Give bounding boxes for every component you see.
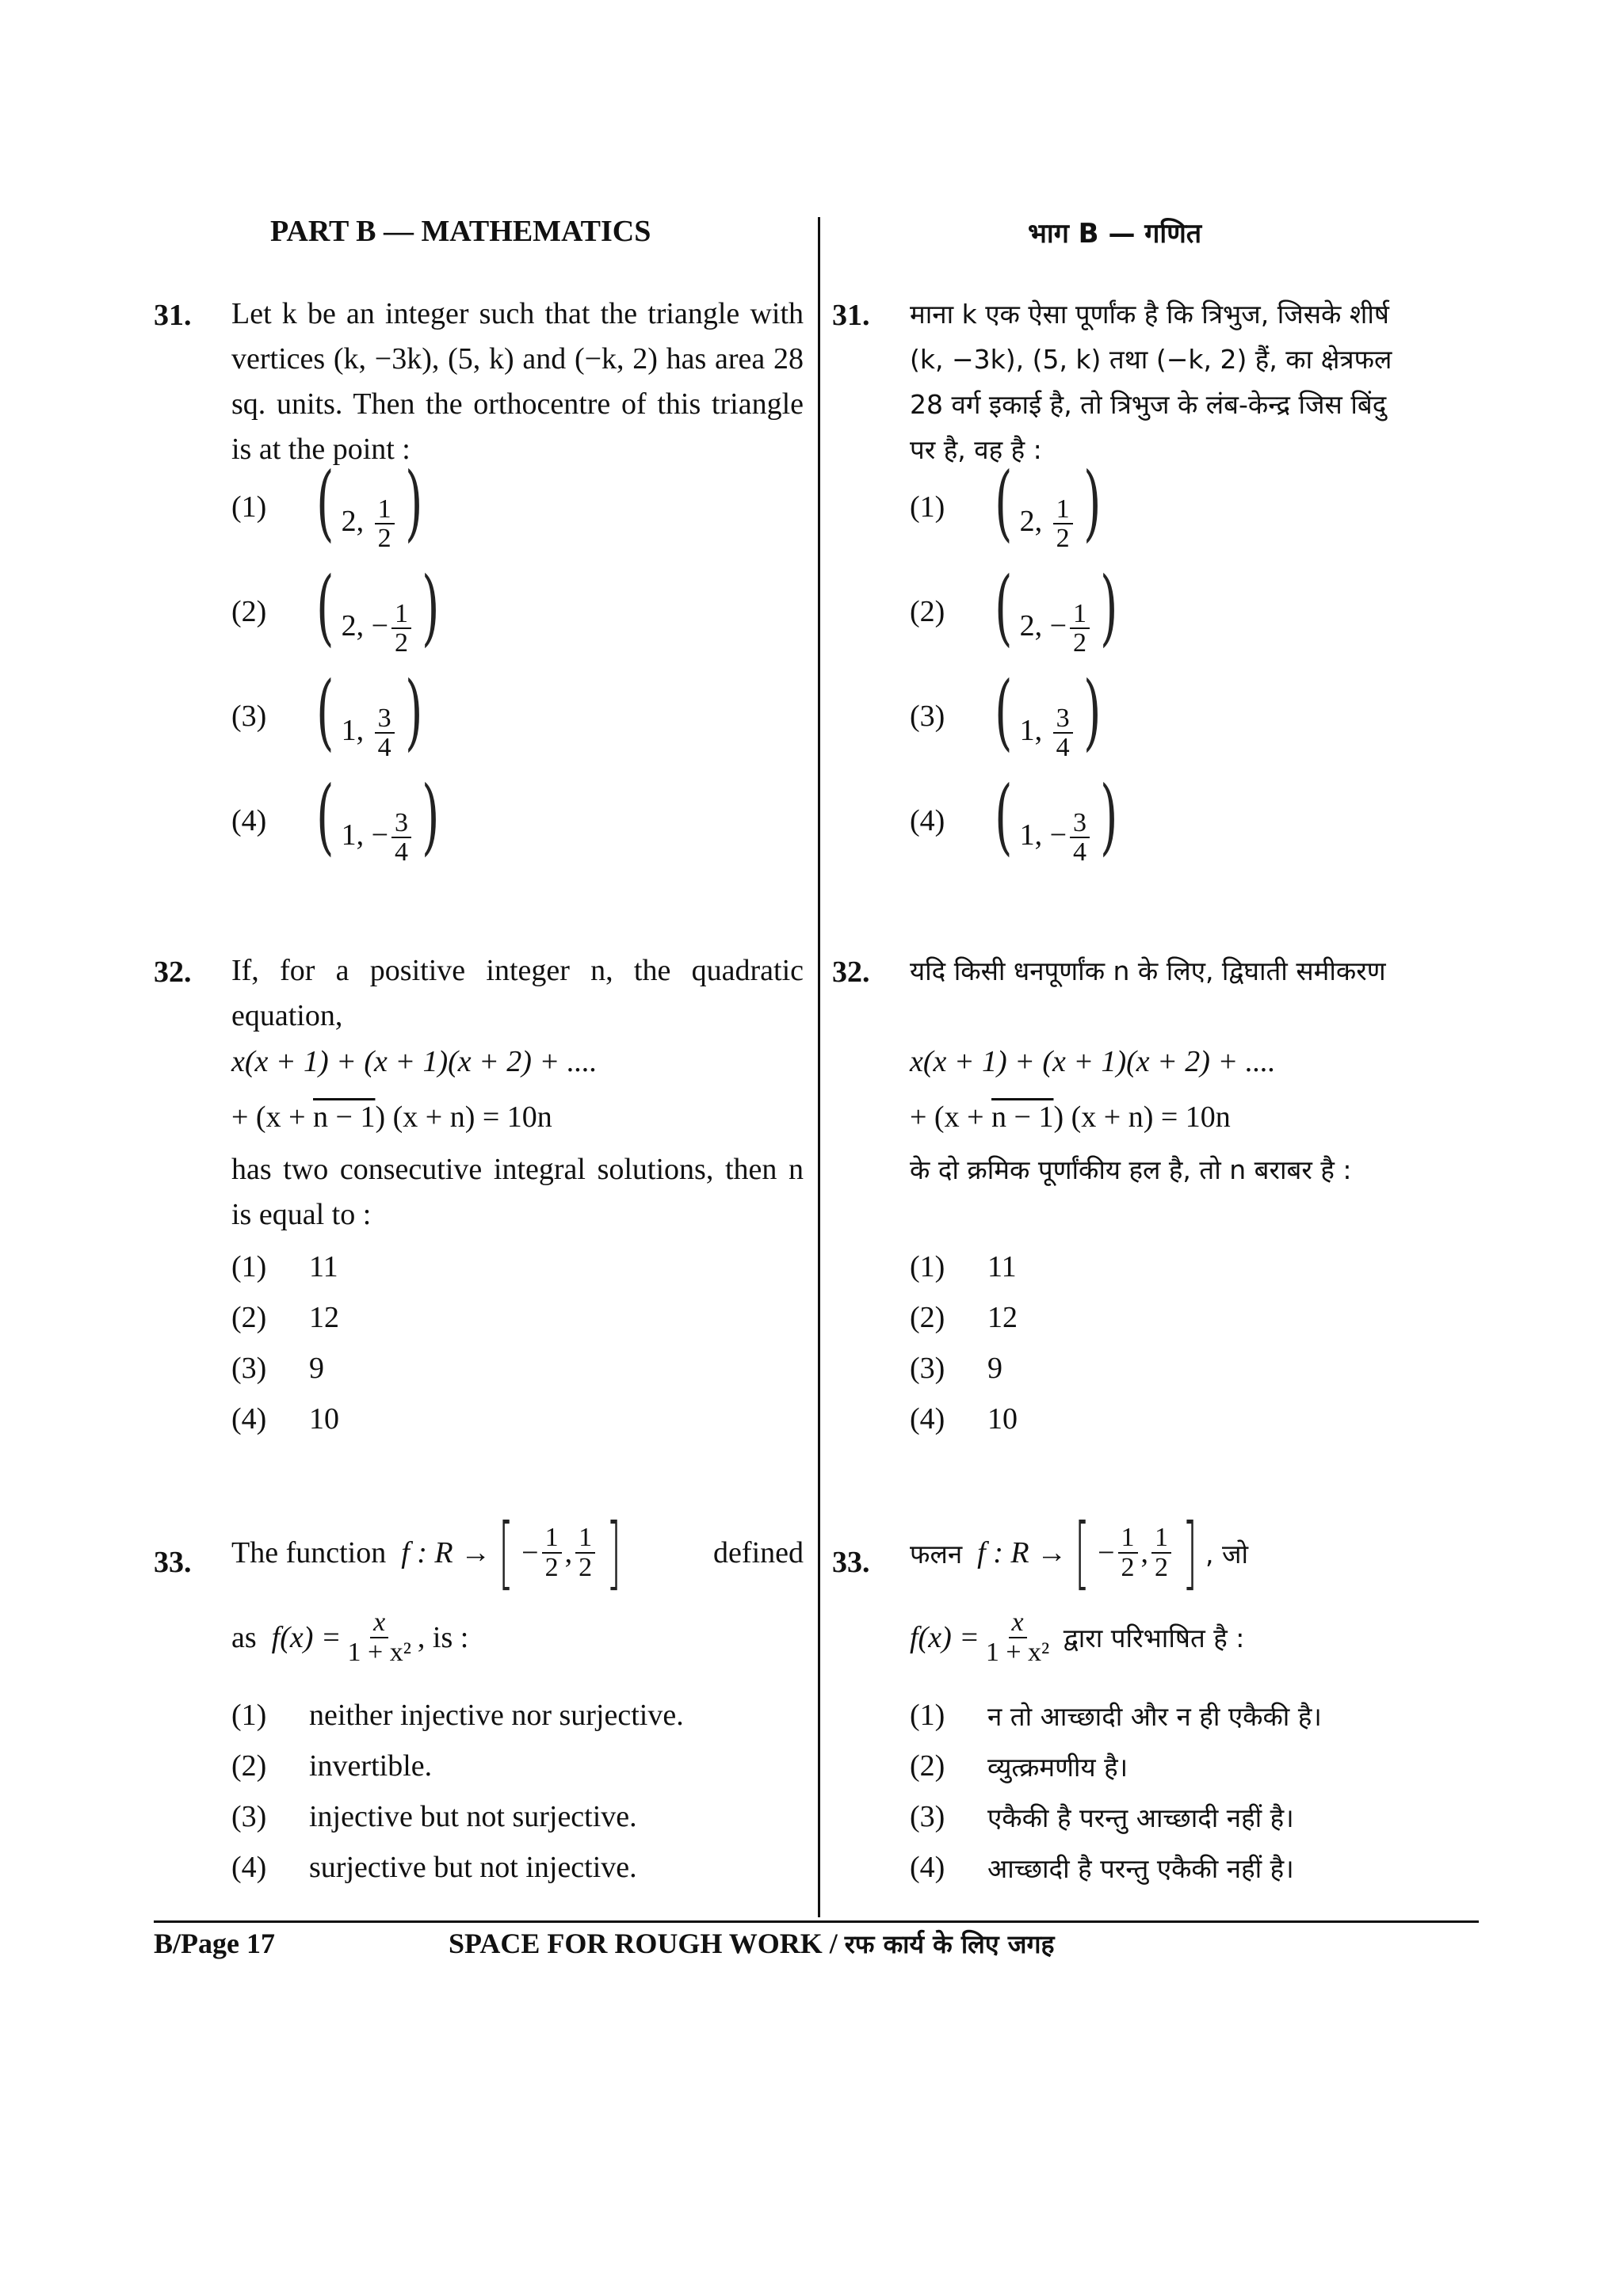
- q32-option-4: (4) 10: [231, 1402, 339, 1436]
- question-outro: has two consecutive integral solutions, then n is equal to :: [231, 1153, 804, 1231]
- question-intro: If, for a positive integer n, the quadratic equation,: [231, 954, 804, 1032]
- q31-option-2: (2) ( 2, − $\frac{1}{2}$ ): [910, 559, 1118, 658]
- q33-option-3: (3) injective but not surjective.: [231, 1800, 637, 1833]
- q32-option-4: (4) 10: [910, 1402, 1018, 1436]
- q31-option-2: (2) ( 2, − $\frac{1}{2}$ ): [231, 559, 440, 658]
- q33-option-4: (4) surjective but not injective.: [231, 1851, 637, 1884]
- q33-option-1: (1) neither injective nor surjective.: [231, 1699, 684, 1732]
- question-outro: के दो क्रमिक पूर्णांकीय हल है, तो n बराबर है :: [910, 1154, 1352, 1185]
- q32-option-3: (3) 9: [910, 1352, 1002, 1385]
- question-number: 31.: [154, 299, 192, 332]
- equation-line-2: + (x + n − 1) (x + n) = 10n: [910, 1100, 1231, 1134]
- question-number: 32.: [832, 955, 870, 989]
- q33-option-4: (4) आच्छादी है परन्तु एकैकी नहीं है।: [910, 1851, 1294, 1884]
- equation-line-2: + (x + n − 1) (x + n) = 10n: [231, 1100, 552, 1134]
- column-divider: [818, 217, 820, 1917]
- q31-option-4: (4) ( 1, − $\frac{3}{4}$ ): [910, 768, 1118, 868]
- question-text: माना k एक ऐसा पूर्णांक है कि त्रिभुज, जिसके शीर्ष (k, −3k), (5, k) तथा (−k, 2) हैं, का क्षेत्रफल 28 वर्ग इकाई है, तो त्रिभुज के लंब-केन्द्र जिस बिंदु पर है, वह है :: [910, 299, 1392, 465]
- function-definition: फलन f : R → [ − $\frac{1}{2}$ , $\frac{1}{2}$ ] , जो: [910, 1506, 1249, 1599]
- question-number: 33.: [832, 1546, 870, 1579]
- q31-option-4: (4) ( 1, − $\frac{3}{4}$ ): [231, 768, 440, 868]
- q32-option-3: (3) 9: [231, 1352, 324, 1385]
- question-text: Let k be an integer such that the triangle with vertices (k, −3k), (5, k) and (−k, 2) has area 28 sq. units. Then the orthocentre of this triangle is at the point :: [231, 297, 804, 466]
- q31-option-3: (3) ( 1, $\frac{3}{4}$ ): [910, 663, 1102, 763]
- q33-option-2: (2) invertible.: [231, 1749, 433, 1783]
- q32-option-2: (2) 12: [231, 1301, 339, 1334]
- q32-option-1: (1) 11: [910, 1250, 1017, 1283]
- rough-work-label: SPACE FOR ROUGH WORK / रफ कार्य के लिए जगह: [449, 1928, 1055, 1959]
- q33-option-2: (2) व्युत्क्रमणीय है।: [910, 1749, 1128, 1783]
- footer-rule: [154, 1920, 1479, 1923]
- question-number: 33.: [154, 1546, 192, 1579]
- section-heading-hindi: भाग B — गणित: [1028, 218, 1202, 250]
- q33-option-1: (1) न तो आच्छादी और न ही एकैकी है।: [910, 1699, 1322, 1732]
- section-heading-english: PART B — MATHEMATICS: [270, 215, 651, 248]
- q31-option-1: (1) ( 2, $\frac{1}{2}$ ): [231, 454, 423, 554]
- q31-option-3: (3) ( 1, $\frac{3}{4}$ ): [231, 663, 423, 763]
- q33-option-3: (3) एकैकी है परन्तु आच्छादी नहीं है।: [910, 1800, 1294, 1833]
- function-formula: f(x) = $\frac{x}{\text{1 + x²}}$ द्वारा परिभाषित है :: [910, 1608, 1245, 1667]
- page-number: B/Page 17: [154, 1928, 275, 1959]
- q31-option-1: (1) ( 2, $\frac{1}{2}$ ): [910, 454, 1102, 554]
- equation-line-1: x(x + 1) + (x + 1)(x + 2) + ....: [910, 1045, 1276, 1078]
- q32-option-2: (2) 12: [910, 1301, 1018, 1334]
- question-intro: यदि किसी धनपूर्णांक n के लिए, द्विघाती समीकरण: [910, 955, 1386, 986]
- function-definition: The function f : R → [ − $\frac{1}{2}$ , $\frac{1}{2}$ ] defined: [231, 1506, 804, 1599]
- function-formula: as f(x) = $\frac{x}{\text{1 + x²}}$ , is :: [231, 1608, 469, 1667]
- q32-option-1: (1) 11: [231, 1250, 338, 1283]
- question-number: 32.: [154, 955, 192, 989]
- equation-line-1: x(x + 1) + (x + 1)(x + 2) + ....: [231, 1045, 598, 1078]
- question-number: 31.: [832, 299, 870, 332]
